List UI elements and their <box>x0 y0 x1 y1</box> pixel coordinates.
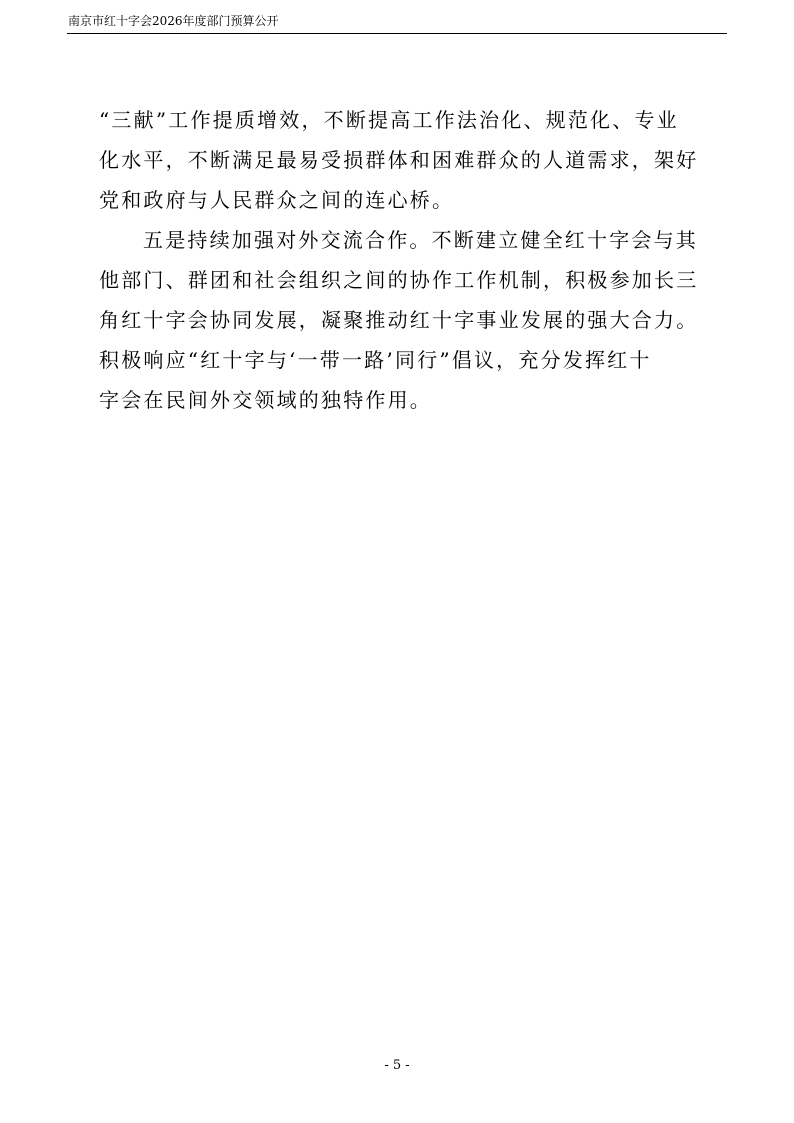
page-number: - 5 - <box>384 1058 410 1073</box>
paragraph-item-five <box>99 220 699 420</box>
text-line: 他部门、群团和社会组织之间的协作工作机制，积极参加长三 <box>99 268 699 292</box>
header-title: 南京市红十字会2026年度部门预算公开 <box>68 14 279 28</box>
text-line: 五是持续加强对外交流合作。不断建立健全红十字会与其 <box>143 228 698 252</box>
text-line: “三献”工作提质增效，不断提高工作法治化、规范化、专业 <box>99 108 679 132</box>
text-line: 积极响应“红十字与‘一带一路’同行”倡议，充分发挥红十 <box>99 348 652 372</box>
text-line: 角红十字会协同发展，凝聚推动红十字事业发展的强大合力。 <box>99 308 699 332</box>
document-body <box>99 100 699 420</box>
text-line: 字会在民间外交领域的独特作用。 <box>99 388 432 412</box>
paragraph-continuation <box>99 100 699 220</box>
text-line: 化水平，不断满足最易受损群体和困难群众的人道需求，架好 <box>99 148 699 172</box>
page-header <box>67 10 727 34</box>
text-line: 党和政府与人民群众之间的连心桥。 <box>99 188 455 212</box>
